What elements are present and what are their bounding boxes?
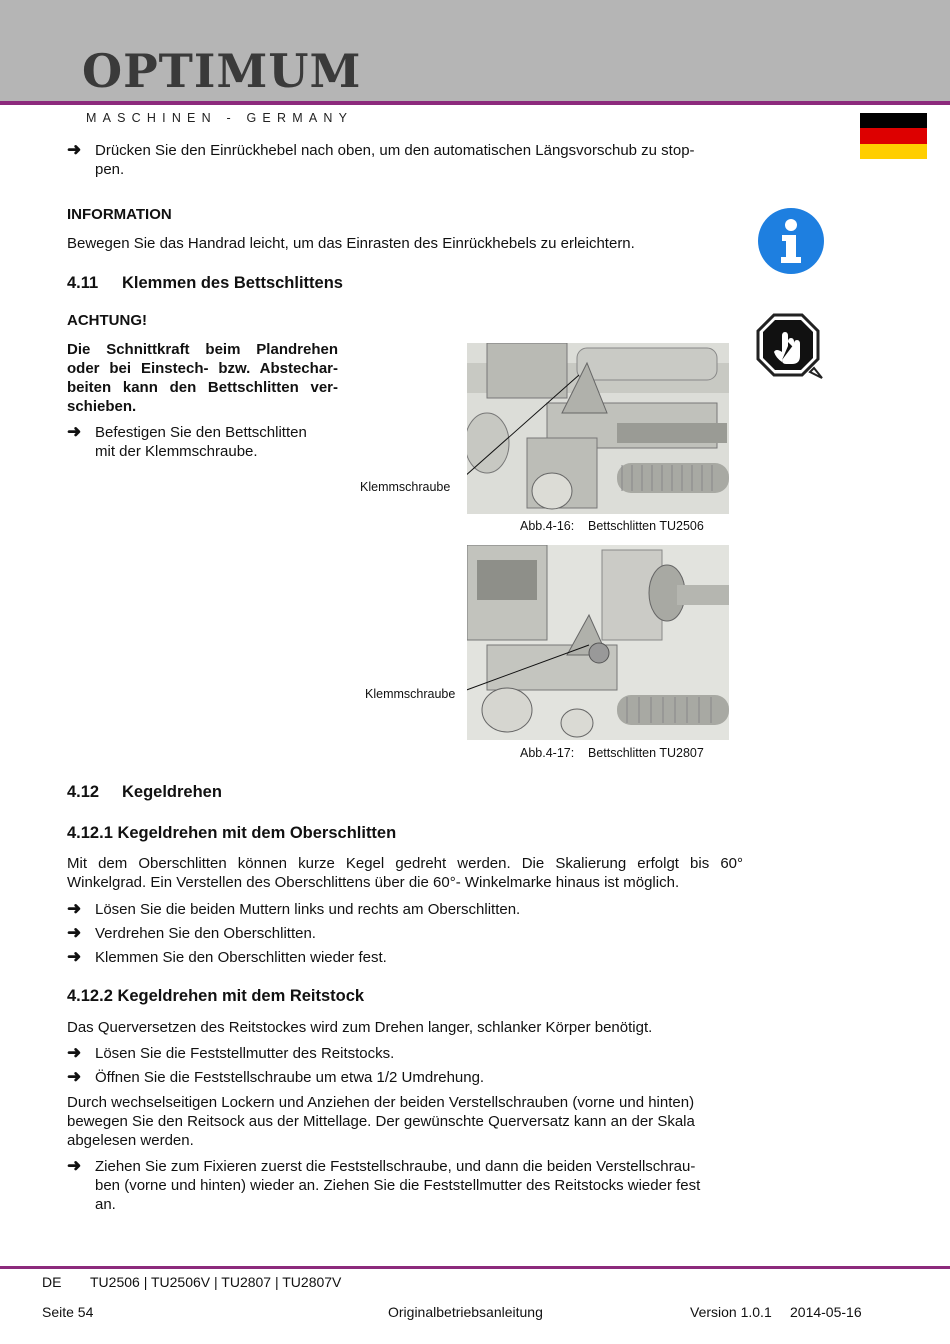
step-line: Öffnen Sie die Feststellschraube um etwa 1/2 Umdrehung.	[95, 1069, 485, 1086]
step-line: Verdrehen Sie den Oberschlitten.	[95, 925, 316, 942]
subsection-title: 4.12.1 Kegeldrehen mit dem Oberschlitten	[67, 824, 397, 842]
footer-date: 2014-05-16	[790, 1304, 862, 1320]
arrow-bullet-icon: ➜	[67, 1067, 82, 1086]
section-number: 4.12	[67, 783, 100, 801]
arrow-bullet-icon: ➜	[67, 422, 82, 441]
brand-logo: OPTIMUM	[82, 44, 362, 98]
step-line: ben (vorne und hinten) wieder an. Ziehen Sie die Feststellmutter des Reitstocks wieder fest	[95, 1177, 701, 1194]
german-flag-icon	[860, 113, 927, 159]
arrow-bullet-icon: ➜	[67, 1156, 82, 1175]
section-title: Kegeldrehen	[122, 783, 222, 801]
paragraph-line: Durch wechselseitigen Lockern und Anziehen der beiden Verstellschrauben (vorne und hinten)	[67, 1094, 695, 1111]
figure-bettschlitten-tu2506	[467, 343, 729, 514]
arrow-bullet-icon: ➜	[67, 140, 82, 159]
step-line: mit der Klemmschraube.	[95, 443, 258, 460]
figure-callout: Klemmschraube	[365, 687, 456, 701]
footer-document-type: Originalbetriebsanleitung	[388, 1304, 543, 1320]
paragraph-line: Mit dem Oberschlitten können kurze Kegel gedreht werden. Die Skalierung erfolgt bis 60°	[67, 855, 743, 872]
step-line: Befestigen Sie den Bettschlitten	[95, 424, 307, 441]
figure-caption-number: Abb.4-16:	[520, 519, 575, 533]
footer-language: DE	[42, 1274, 62, 1290]
warning-line: beiten kann den Bettschlitten ver-	[67, 379, 338, 396]
warning-label: ACHTUNG!	[67, 312, 147, 329]
warning-hand-icon	[752, 312, 824, 380]
section-title: Klemmen des Bettschlittens	[122, 274, 343, 292]
figure-caption-text: Bettschlitten TU2807	[588, 746, 704, 760]
figure-bettschlitten-tu2807	[467, 545, 729, 740]
information-text: Bewegen Sie das Handrad leicht, um das Einrasten des Einrückhebels zu erleichtern.	[67, 235, 635, 252]
paragraph-line: Winkelgrad. Ein Verstellen des Oberschlittens über die 60°- Winkelmarke hinaus ist möglich.	[67, 874, 680, 891]
intro-step-cont: pen.	[95, 161, 125, 178]
header-accent-line	[0, 101, 950, 105]
intro-step: Drücken Sie den Einrückhebel nach oben, um den automatischen Längsvorschub zu stop-	[95, 142, 695, 159]
figure-callout: Klemmschraube	[360, 480, 451, 494]
brand-tagline: MASCHINEN - GERMANY	[86, 111, 354, 125]
subsection-title: 4.12.2 Kegeldrehen mit dem Reitstock	[67, 987, 365, 1005]
warning-line: Die Schnittkraft beim Plandrehen	[67, 341, 338, 358]
step-line: Lösen Sie die beiden Muttern links und rechts am Oberschlitten.	[95, 901, 521, 918]
paragraph-line: Das Querversetzen des Reitstockes wird zum Drehen langer, schlanker Körper benötigt.	[67, 1019, 653, 1036]
arrow-bullet-icon: ➜	[67, 923, 82, 942]
step-line: an.	[95, 1196, 116, 1213]
footer-page-number: Seite 54	[42, 1304, 94, 1320]
footer-accent-line	[0, 1266, 950, 1269]
paragraph-line: bewegen Sie den Reitsock aus der Mittellage. Der gewünschte Querversatz kann an der Skala	[67, 1113, 695, 1130]
arrow-bullet-icon: ➜	[67, 1043, 82, 1062]
warning-line: schieben.	[67, 398, 137, 415]
figure-caption-number: Abb.4-17:	[520, 746, 575, 760]
step-line: Klemmen Sie den Oberschlitten wieder fest.	[95, 949, 387, 966]
arrow-bullet-icon: ➜	[67, 899, 82, 918]
step-line: Ziehen Sie zum Fixieren zuerst die Feststellschraube, und dann die beiden Verstellschrau-	[95, 1158, 696, 1175]
info-icon	[757, 207, 825, 275]
section-number: 4.11	[67, 274, 99, 292]
footer-version: Version 1.0.1	[690, 1304, 772, 1320]
footer-models: TU2506 | TU2506V | TU2807 | TU2807V	[90, 1274, 342, 1290]
information-label: INFORMATION	[67, 206, 172, 223]
arrow-bullet-icon: ➜	[67, 947, 82, 966]
paragraph-line: abgelesen werden.	[67, 1132, 194, 1149]
warning-line: oder bei Einstech- bzw. Abstechar-	[67, 360, 338, 377]
figure-caption-text: Bettschlitten TU2506	[588, 519, 704, 533]
step-line: Lösen Sie die Feststellmutter des Reitstocks.	[95, 1045, 395, 1062]
